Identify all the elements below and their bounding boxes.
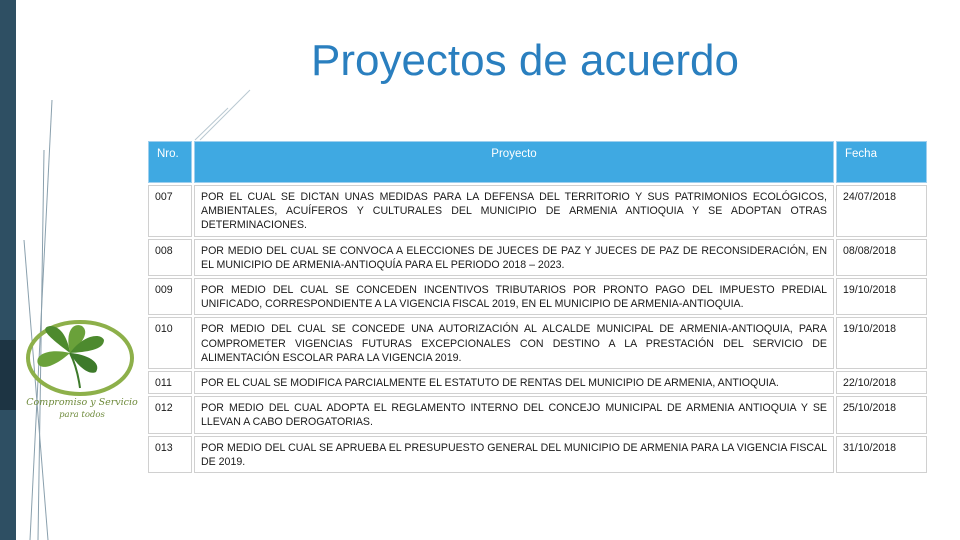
cell-fecha: 25/10/2018: [836, 396, 927, 433]
cell-nro: 010: [148, 317, 192, 369]
cell-nro: 013: [148, 436, 192, 473]
header-proyecto: Proyecto: [194, 141, 834, 183]
cell-proyecto: POR MEDIO DEL CUAL SE APRUEBA EL PRESUPUESTO GENERAL DEL MUNICIPIO DE ARMENIA PARA LA VIGENCIA FISCAL DE 2019.: [194, 436, 834, 473]
projects-table: [146, 139, 929, 475]
cell-nro: 007: [148, 185, 192, 237]
cell-proyecto: POR EL CUAL SE DICTAN UNAS MEDIDAS PARA LA DEFENSA DEL TERRITORIO Y SUS PATRIMONIOS ECOLÓGICOS, AMBIENTALES, ACUÍFEROS Y CULTURALES DEL MUNICIPIO DE ARMENIA ANTIOQUIA Y SE ADOPTAN OTRAS DETERMINACIONES.: [194, 185, 834, 237]
table-row: [148, 436, 927, 473]
table-row: [148, 239, 927, 276]
table-row: [148, 185, 927, 237]
table-row: [148, 396, 927, 433]
table-row: [148, 278, 927, 315]
cell-nro: 009: [148, 278, 192, 315]
cell-proyecto: POR MEDIO DEL CUAL SE CONCEDEN INCENTIVOS TRIBUTARIOS POR PRONTO PAGO DEL IMPUESTO PREDIAL UNIFICADO, CORRESPONDIENTE A LA VIGENCIA FISCAL 2019, EN EL MUNICIPIO DE ARMENIA-ANTIOQUIA.: [194, 278, 834, 315]
cell-nro: 012: [148, 396, 192, 433]
cell-nro: 008: [148, 239, 192, 276]
cell-fecha: 19/10/2018: [836, 278, 927, 315]
header-nro: Nro.: [148, 141, 192, 183]
cell-proyecto: POR EL CUAL SE MODIFICA PARCIALMENTE EL ESTATUTO DE RENTAS DEL MUNICIPIO DE ARMENIA, ANTIOQUIA.: [194, 371, 834, 394]
logo-slogan: Compromiso y Servicio: [26, 397, 138, 408]
cell-fecha: 08/08/2018: [836, 239, 927, 276]
cell-proyecto: POR MEDIO DEL CUAL ADOPTA EL REGLAMENTO INTERNO DEL CONCEJO MUNICIPAL DE ARMENIA ANTIOQUIA Y SE LLEVAN A CABO DEROGATORIAS.: [194, 396, 834, 433]
cell-fecha: 31/10/2018: [836, 436, 927, 473]
table-row: [148, 371, 927, 394]
table-header-row: [148, 141, 927, 183]
cell-fecha: 19/10/2018: [836, 317, 927, 369]
cell-fecha: 22/10/2018: [836, 371, 927, 394]
table-row: [148, 317, 927, 369]
cell-proyecto: POR MEDIO DEL CUAL SE CONVOCA A ELECCIONES DE JUECES DE PAZ Y JUECES DE PAZ DE RECONSIDERACIÓN, EN EL MUNICIPIO DE ARMENIA-ANTIOQUÍA PARA EL PERIODO 2018 – 2023.: [194, 239, 834, 276]
logo-subslogan: para todos: [59, 410, 105, 420]
cell-proyecto: POR MEDIO DEL CUAL SE CONCEDE UNA AUTORIZACIÓN AL ALCALDE MUNICIPAL DE ARMENIA-ANTIOQUIA, PARA COMPROMETER VIGENCIAS FUTURAS EXCEPCIONALES CON DESTINO A LA PRESTACIÓN DEL SERVICIO DE ALIMENTACIÓN ESCOLAR PARA LA VIGENCIA 2019.: [194, 317, 834, 369]
page-title: Proyectos de acuerdo: [310, 36, 740, 85]
cell-nro: 011: [148, 371, 192, 394]
header-fecha: Fecha: [836, 141, 927, 183]
cell-fecha: 24/07/2018: [836, 185, 927, 237]
